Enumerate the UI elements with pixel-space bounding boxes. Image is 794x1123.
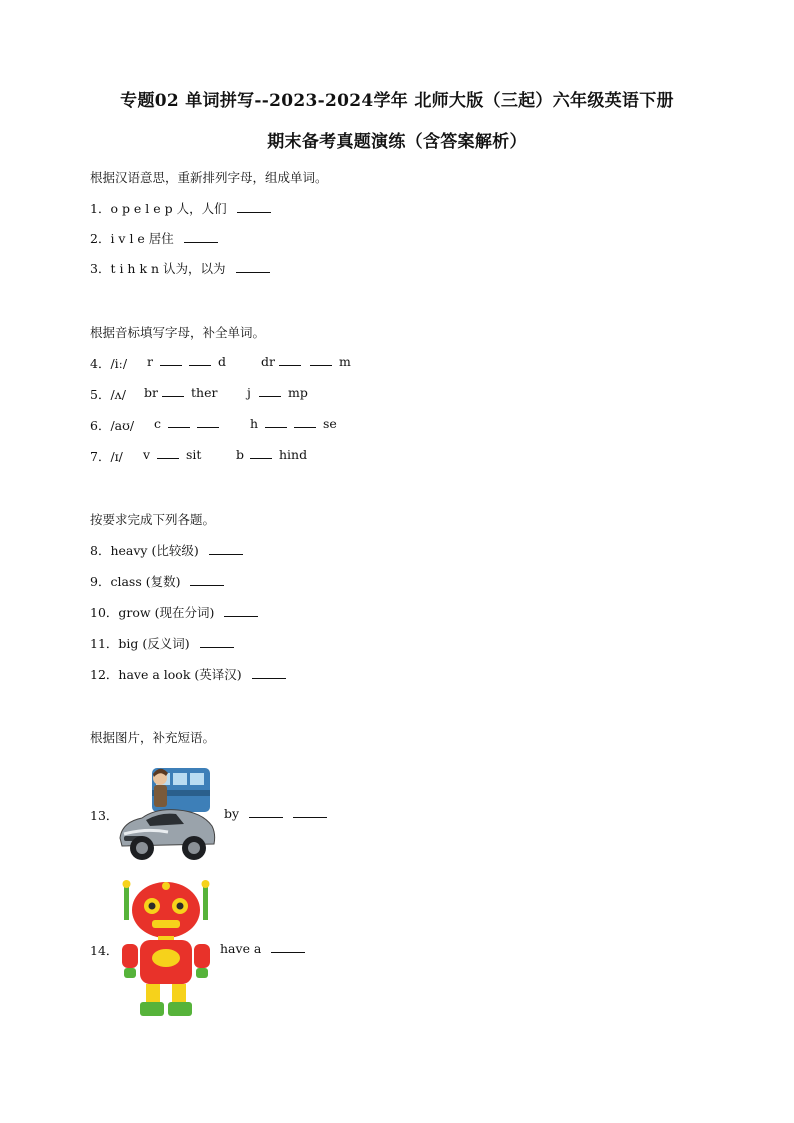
q7-word2-start: b — [236, 447, 245, 462]
robot-illustration — [118, 880, 214, 1020]
question-7 — [90, 447, 390, 463]
q6-blank-2[interactable] — [197, 416, 219, 428]
answer-blank-1[interactable] — [237, 201, 271, 213]
q4-word2-start: dr — [261, 354, 275, 369]
question-9 — [90, 572, 224, 590]
question-10 — [90, 603, 258, 621]
question-11-label: 11．big (反义词) — [90, 636, 190, 651]
question-13-number: 13． — [90, 808, 119, 823]
question-1-label: 1．o p e l e p 人，人们 — [90, 201, 227, 216]
question-4-number: 4．/iː/ — [90, 356, 128, 371]
answer-blank-14[interactable] — [271, 941, 305, 953]
question-4 — [90, 354, 390, 370]
question-13-answer — [224, 806, 327, 821]
q4-word1-end: d — [218, 354, 227, 369]
q6-blank-4[interactable] — [294, 416, 316, 428]
q6-blank-3[interactable] — [265, 416, 287, 428]
answer-blank-11[interactable] — [200, 636, 234, 648]
question-2 — [90, 229, 218, 247]
question-1 — [90, 199, 271, 217]
answer-blank-13a[interactable] — [249, 806, 283, 818]
q6-word2-end: se — [323, 416, 337, 431]
question-6-number: 6．/aʊ/ — [90, 418, 135, 433]
question-11 — [90, 634, 234, 652]
question-13-text: by — [224, 806, 240, 821]
answer-blank-9[interactable] — [190, 574, 224, 586]
answer-blank-8[interactable] — [209, 543, 243, 555]
q4-blank-3[interactable] — [279, 354, 301, 366]
question-14-number: 14． — [90, 943, 119, 958]
q4-blank-4[interactable] — [310, 354, 332, 366]
q5-word1-start: br — [144, 385, 158, 400]
question-14-answer — [220, 941, 305, 956]
q7-word1-start: v — [143, 447, 151, 462]
question-3-label: 3．t i h k n 认为，以为 — [90, 261, 226, 276]
q4-blank-2[interactable] — [189, 354, 211, 366]
q7-blank-1[interactable] — [157, 447, 179, 459]
section3-instruction: 按要求完成下列各题。 — [90, 512, 216, 527]
page-title-line1: 专题02 单词拼写--2023-2024学年 北师大版（三起）六年级英语下册 — [120, 91, 674, 111]
section1-instruction: 根据汉语意思，重新排列字母，组成单词。 — [90, 170, 328, 185]
question-12 — [90, 665, 286, 683]
q5-word1-end: ther — [191, 385, 218, 400]
car-train-illustration — [116, 764, 218, 864]
answer-blank-2[interactable] — [184, 231, 218, 243]
q7-word2-end: hind — [279, 447, 308, 462]
q4-blank-1[interactable] — [160, 354, 182, 366]
question-2-label: 2．i v l e 居住 — [90, 231, 174, 246]
q7-blank-2[interactable] — [250, 447, 272, 459]
question-10-label: 10．grow (现在分词) — [90, 605, 215, 620]
answer-blank-3[interactable] — [236, 261, 270, 273]
q5-blank-1[interactable] — [162, 385, 184, 397]
q5-blank-2[interactable] — [259, 385, 281, 397]
question-5 — [90, 385, 390, 401]
answer-blank-13b[interactable] — [293, 806, 327, 818]
question-9-label: 9．class (复数) — [90, 574, 181, 589]
q4-word1-start: r — [147, 354, 153, 369]
q4-word2-end: m — [339, 354, 351, 369]
q5-word2-end: mp — [288, 385, 308, 400]
question-8-label: 8．heavy (比较级) — [90, 543, 199, 558]
question-5-number: 5．/ʌ/ — [90, 387, 126, 402]
question-12-label: 12．have a look (英译汉) — [90, 667, 242, 682]
q6-word1-start: c — [154, 416, 162, 431]
q5-word2-start: j — [247, 385, 251, 400]
question-14-text: have a — [220, 941, 262, 956]
answer-blank-10[interactable] — [224, 605, 258, 617]
q6-blank-1[interactable] — [168, 416, 190, 428]
section4-instruction: 根据图片，补充短语。 — [90, 730, 216, 745]
answer-blank-12[interactable] — [252, 667, 286, 679]
question-3 — [90, 259, 270, 277]
q7-word1-end: sit — [186, 447, 202, 462]
section2-instruction: 根据音标填写字母，补全单词。 — [90, 325, 266, 340]
question-7-number: 7．/ɪ/ — [90, 449, 123, 464]
question-8 — [90, 541, 243, 559]
question-6 — [90, 416, 390, 432]
q6-word2-start: h — [250, 416, 259, 431]
page-title-line2: 期末备考真题演练（含答案解析） — [267, 132, 527, 152]
